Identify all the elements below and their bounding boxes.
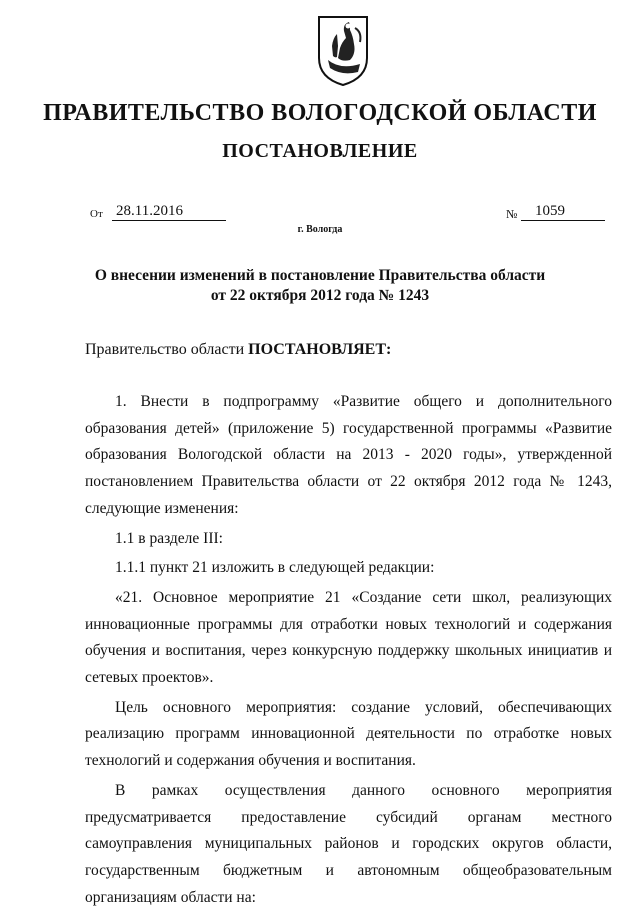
date-prefix: От — [90, 208, 103, 220]
coat-of-arms-icon — [316, 14, 370, 88]
paragraph-3: 1.1.1 пункт 21 изложить в следующей редакции: — [115, 559, 435, 577]
decree-prefix: Правительство области — [85, 341, 245, 358]
paragraph-6: В рамках осуществления данного основного мероприятия предусматривается предоставление субсидий органам местного самоуправления муниципальных районов и городских округов области, государственным бюджетным и автономным общеобразовательным организациям области на: — [85, 781, 612, 906]
paragraph-5: Цель основного мероприятия: создание условий, обеспечивающих реализацию программ инновационной деятельности по отработке новых технологий и содержания обучения и воспитания. — [85, 698, 612, 770]
document-body — [85, 389, 612, 914]
document-number: 1059 — [521, 203, 605, 221]
document-date: 28.11.2016 — [112, 203, 226, 221]
city: г. Вологда — [297, 224, 343, 235]
decree-line — [85, 341, 391, 359]
number-prefix: № — [506, 207, 518, 221]
paragraph-1: 1. Внести в подпрограмму «Развитие общего и дополнительного образования детей» (приложение 5) государственной программы «Развитие образования Вологодской области на 2013 - 2020 годы», утвержденной постановлением Правительства области от 22 октября 2012 года № 1243, следующие изменения: — [85, 393, 612, 517]
decree-verb: ПОСТАНОВЛЯЕТ: — [248, 341, 392, 358]
subject-line-1: О внесении изменений в постановление Правительства области — [94, 267, 546, 284]
subject-line-2: от 22 октября 2012 года № 1243 — [210, 287, 430, 304]
document-subject — [80, 266, 560, 306]
paragraph-2: 1.1 в разделе III: — [115, 529, 223, 547]
paragraph-4: «21. Основное мероприятие 21 «Создание сети школ, реализующих инновационные программы для отработки новых технологий и содержания обучения и воспитания, через конкурсную поддержку школьных инициатив и сетевых проектов». — [85, 588, 612, 687]
document-type: ПОСТАНОВЛЕНИЕ — [222, 140, 418, 162]
government-title: ПРАВИТЕЛЬСТВО ВОЛОГОДСКОЙ ОБЛАСТИ — [43, 100, 597, 126]
